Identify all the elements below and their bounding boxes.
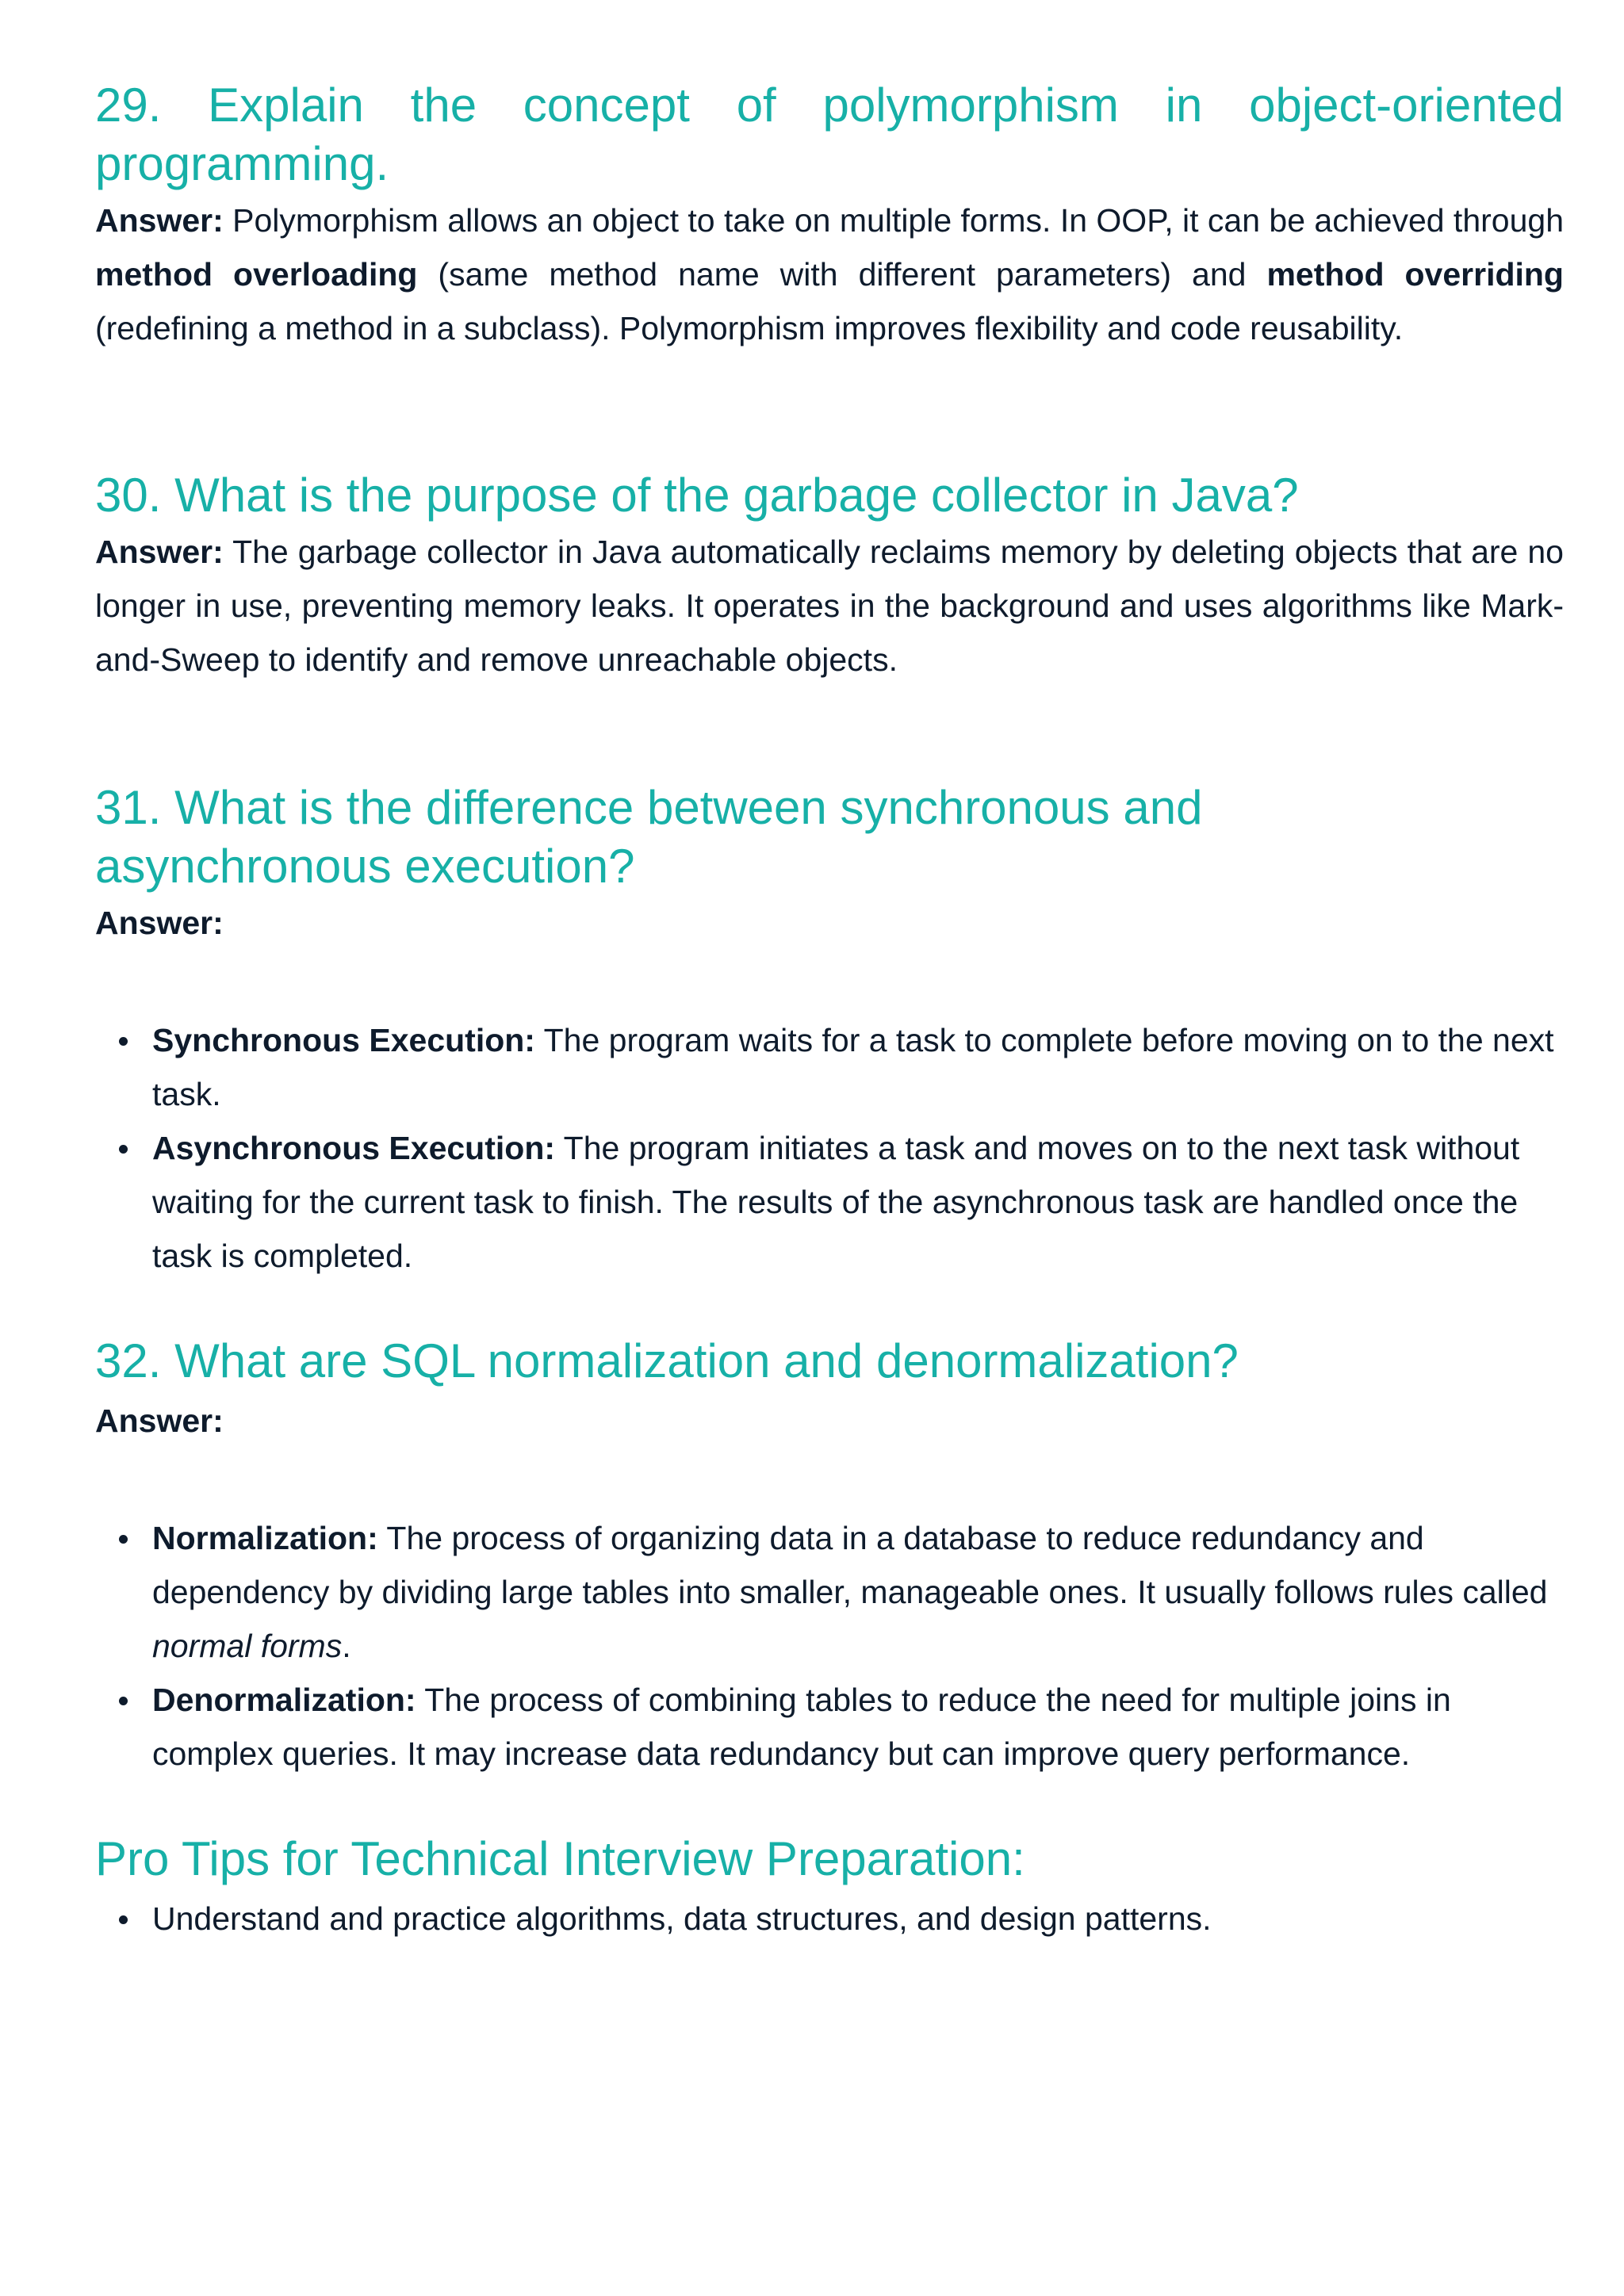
list-text: The process of combining tables to reduce the need for multiple joins in complex queries. It may increase data redundancy but can improve query performance. (152, 1682, 1451, 1772)
document-page (95, 76, 1564, 1946)
list-item (95, 1013, 1564, 1121)
list-term: Normalization: (152, 1520, 378, 1556)
question-29-heading: 29. Explain the concept of polymorphism in object-oriented programming. (95, 78, 1564, 190)
bullet-icon (119, 1915, 128, 1924)
italic-term: normal forms (152, 1628, 343, 1664)
question-31-list (95, 1013, 1564, 1283)
question-31-section (95, 779, 1564, 1283)
heading-line-1: 31. What is the difference between synchronous and (95, 781, 1203, 834)
question-30-section (95, 466, 1564, 687)
bullet-icon (119, 1145, 128, 1154)
answer-text: Polymorphism allows an object to take on multiple forms. In OOP, it can be achieved through (223, 202, 1564, 239)
pro-tips-list (95, 1892, 1564, 1946)
list-item (95, 1673, 1564, 1781)
term-method-overloading: method overloading (95, 256, 418, 293)
answer-label: Answer: (95, 534, 224, 570)
list-term: Denormalization: (152, 1682, 416, 1718)
list-item (95, 1511, 1564, 1673)
answer-label: Answer: (95, 1402, 224, 1439)
term-method-overriding: method overriding (1266, 256, 1564, 293)
list-text: The program waits for a task to complete before moving on to the next task. (152, 1022, 1554, 1112)
list-item (95, 1892, 1564, 1946)
question-30-answer (95, 525, 1564, 687)
answer-label: Answer: (95, 202, 224, 239)
bullet-icon (119, 1697, 128, 1705)
bullet-icon (119, 1037, 128, 1046)
list-term: Synchronous Execution: (152, 1022, 535, 1058)
pro-tips-heading: Pro Tips for Technical Interview Preparation: (95, 1832, 1025, 1885)
question-30-heading: 30. What is the purpose of the garbage collector in Java? (95, 469, 1299, 522)
list-text: The program initiates a task and moves on to the next task without waiting for the current task to finish. The results of the asynchronous task are handled once the task is completed. (152, 1130, 1520, 1274)
bullet-icon (119, 1535, 128, 1544)
answer-text: The garbage collector in Java automatically reclaims memory by deleting objects that are no longer in use, preventing memory leaks. It operates in the background and uses algorithms like Mark-and-Sweep to identify and remove unreachable objects. (95, 534, 1564, 678)
list-text: Understand and practice algorithms, data structures, and design patterns. (152, 1900, 1212, 1937)
answer-label: Answer: (95, 905, 224, 941)
question-29-section (95, 76, 1564, 355)
question-32-list (95, 1511, 1564, 1781)
answer-text: (redefining a method in a subclass). Polymorphism improves flexibility and code reusability. (95, 310, 1404, 346)
question-32-heading: 32. What are SQL normalization and denormalization? (95, 1334, 1239, 1387)
list-term: Asynchronous Execution: (152, 1130, 556, 1166)
answer-text: (same method name with different parameters) and (417, 256, 1267, 293)
list-text-tail: . (342, 1628, 351, 1664)
heading-line-2: asynchronous execution? (95, 840, 635, 893)
list-item (95, 1121, 1564, 1283)
question-31-heading (95, 779, 1564, 896)
question-32-section (95, 1332, 1564, 1781)
question-29-answer (95, 193, 1564, 355)
list-text: The process of organizing data in a database to reduce redundancy and dependency by dividing large tables into smaller, manageable ones. It usually follows rules called (152, 1520, 1548, 1610)
pro-tips-section (95, 1830, 1564, 1946)
